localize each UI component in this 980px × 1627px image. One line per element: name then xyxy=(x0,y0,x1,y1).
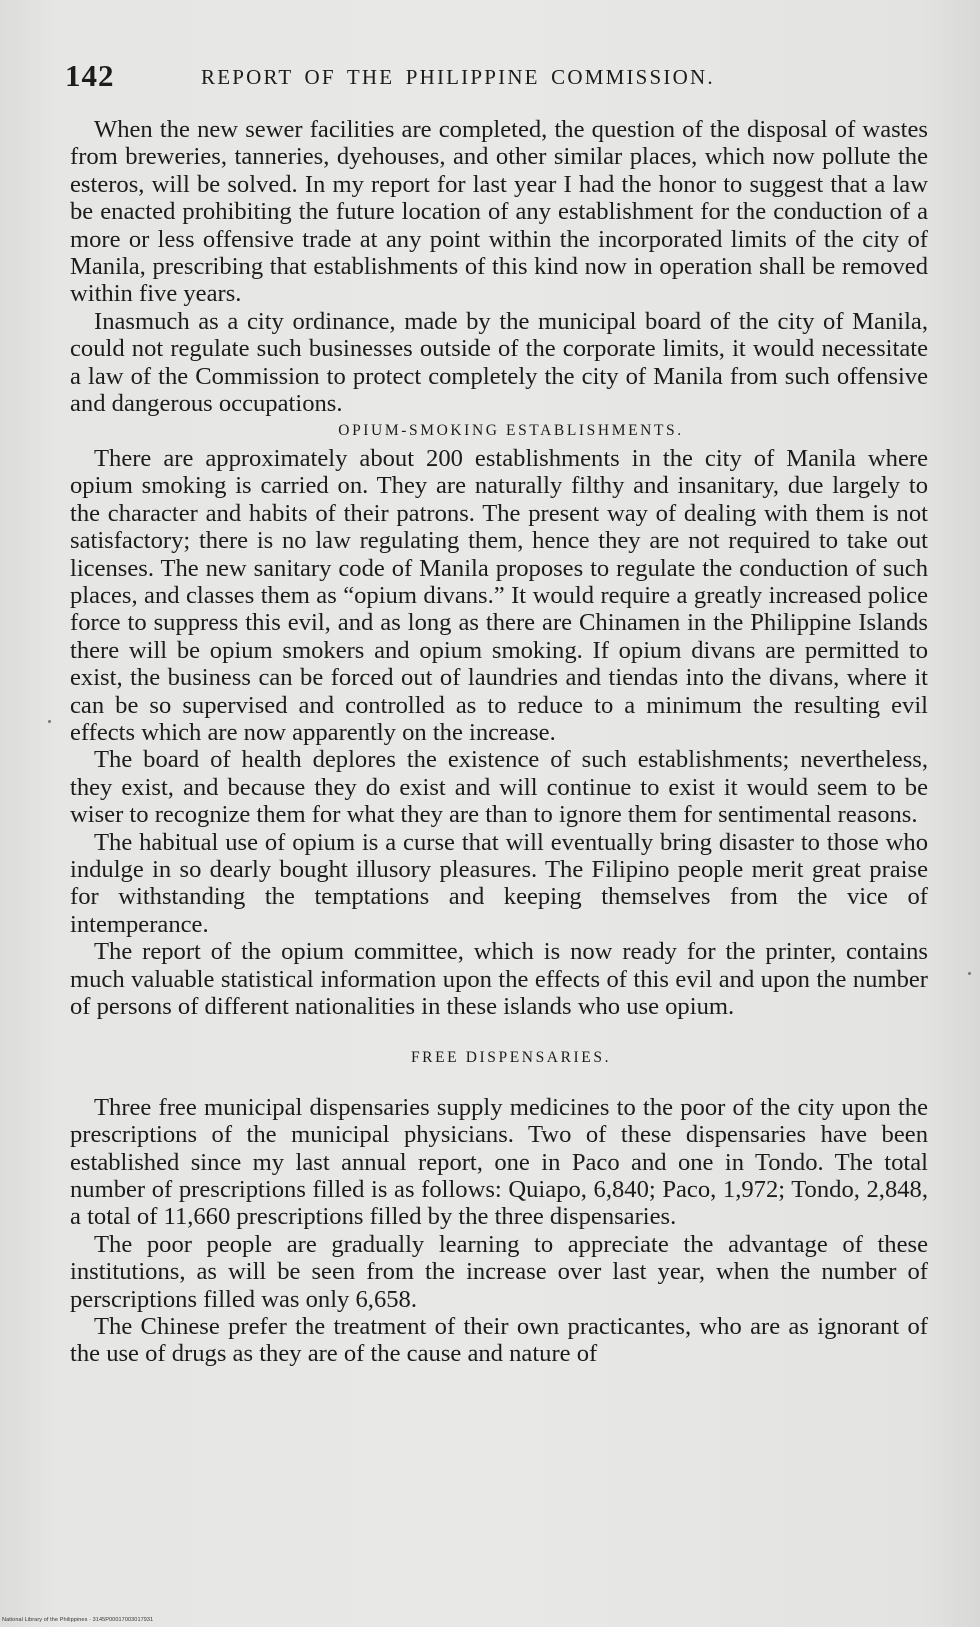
scan-credit: National Library of the Philippines · 3145P00017003017931 xyxy=(2,1617,154,1623)
paragraph: The report of the opium committee, which is now ready for the printer, contains much valuable statistical information upon the effects of this evil and upon the number of persons of different nationalities in these islands who use opium. xyxy=(70,938,928,1020)
page-number: 142 xyxy=(65,58,115,93)
paragraph: Inasmuch as a city ordinance, made by the municipal board of the city of Manila, could not regulate such businesses outside of the corporate limits, it would necessitate a law of the Commission to protect completely the city of Manila from such offensive and dangerous occupations. xyxy=(70,307,928,418)
section-heading-dispensaries: FREE DISPENSARIES. xyxy=(410,1049,612,1067)
section-heading-opium: OPIUM-SMOKING ESTABLISHMENTS. xyxy=(338,422,684,440)
scan-speck xyxy=(968,972,971,975)
scan-speck xyxy=(48,720,51,723)
paragraph: Three free municipal dispensaries supply medicines to the poor of the city upon the prescriptions of the municipal physicians. Two of these dispensaries have been established since my last annual report, one in Paco and one in Tondo. The total number of prescriptions filled is as follows: Quiapo, 6,840; Paco, 1,972; Tondo, 2,848, a total of 11,660 prescriptions filled by the three dispensaries. xyxy=(70,1093,928,1231)
running-title: REPORT OF THE PHILIPPINE COMMISSION. xyxy=(201,65,715,89)
page-header xyxy=(65,58,930,98)
paragraph: The habitual use of opium is a curse that will eventually bring disaster to those who indulge in so dearly bought illusory pleasures. The Filipino people merit great praise for withstanding the temptations and keeping themselves from the vice of intemperance. xyxy=(70,828,928,938)
paragraph: The board of health deplores the existence of such establishments; nevertheless, they exist, and because they do exist and will continue to exist it would seem to be wiser to recognize them for what they are than to ignore them for sentimental reasons. xyxy=(70,746,928,829)
paragraph: The poor people are gradually learning to appreciate the advantage of these institutions, as will be seen from the increase over last year, when the number of perscriptions filled was only 6,658. xyxy=(70,1230,928,1313)
body-text xyxy=(70,116,928,1368)
paragraph: When the new sewer facilities are completed, the question of the disposal of wastes from breweries, tanneries, dyehouses, and other similar places, which now pollute the esteros, will be solved. In my report for last year I had the honor to suggest that a law be enacted prohibiting the future location of any establishment for the conduction of a more or less offensive trade at any point within the incorporated limits of the city of Manila, prescribing that establishments of this kind now in operation shall be removed within five years. xyxy=(70,116,928,308)
paragraph: There are approximately about 200 establishments in the city of Manila where opium smoking is carried on. They are naturally filthy and insanitary, due largely to the character and habits of their patrons. The present way of dealing with them is not satisfactory; there is no law regulating them, hence they are not required to take out licenses. The new sanitary code of Manila proposes to regulate the conduction of such places, and classes them as “opium divans.” It would require a greatly increased police force to suppress this evil, and as long as there are Chinamen in the Philippine Islands there will be opium smokers and opium smoking. If opium divans are permitted to exist, the business can be forced out of laundries and tiendas into the divans, where it can be so supervised and controlled as to reduce to a minimum the resulting evil effects which are now apparently on the increase. xyxy=(70,444,928,746)
paragraph: The Chinese prefer the treatment of their own practicantes, who are as ignorant of the use of drugs as they are of the cause and nature of xyxy=(70,1313,928,1368)
